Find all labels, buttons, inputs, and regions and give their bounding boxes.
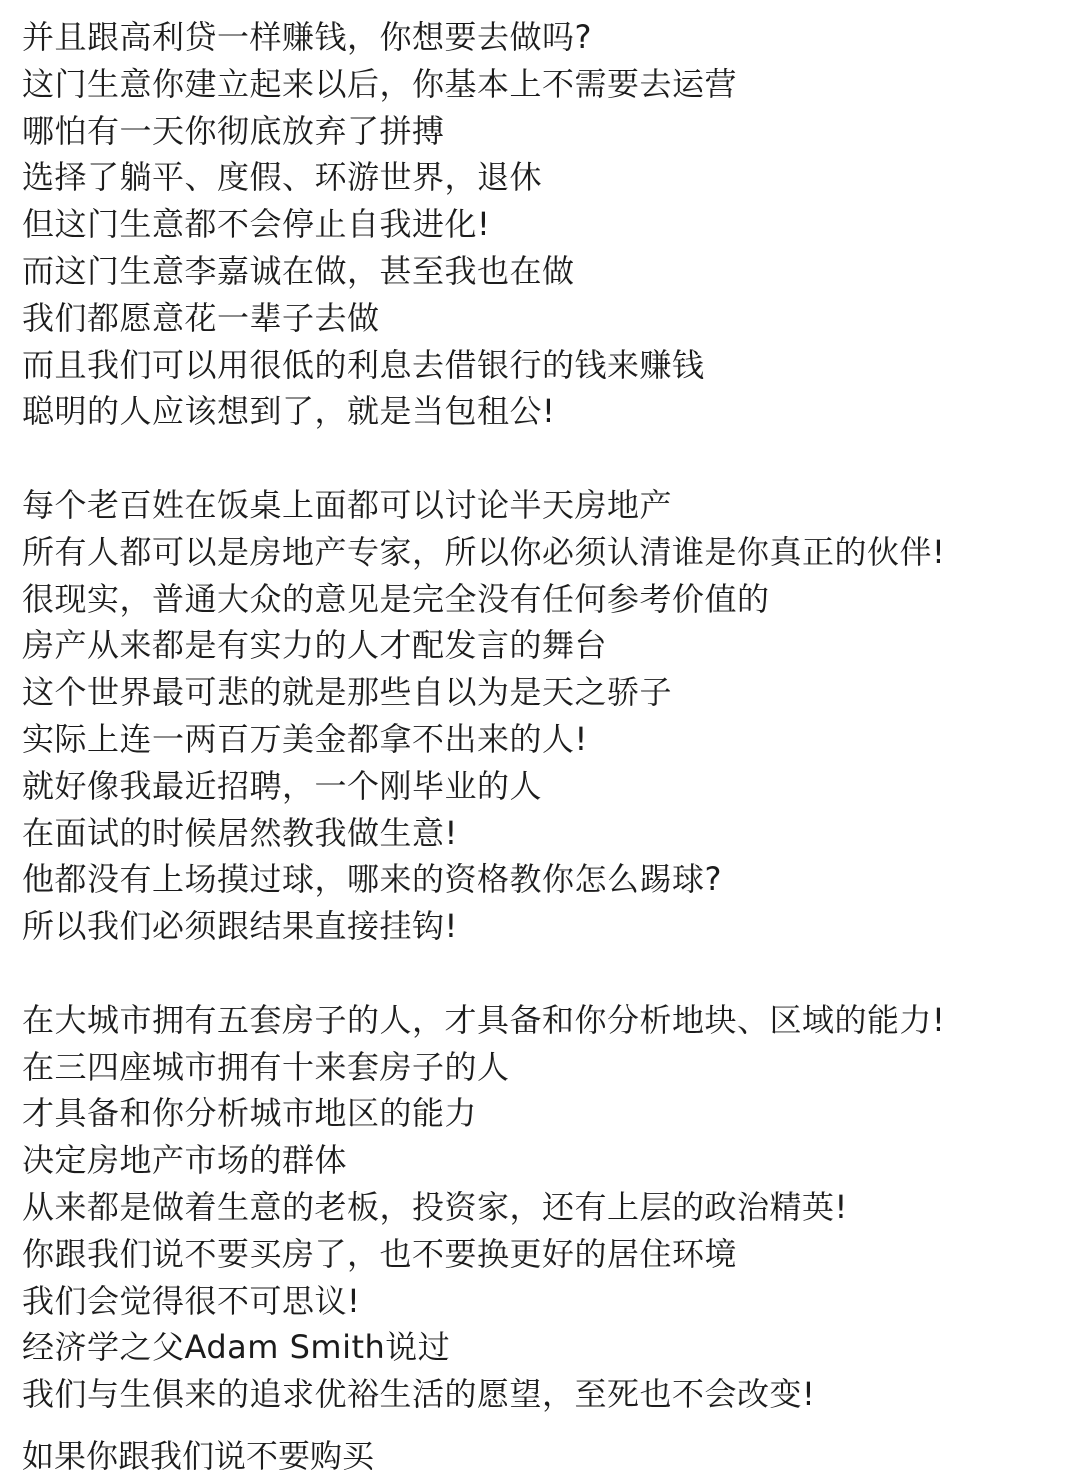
- text-line: 哪怕有一天你彻底放弃了拼搏: [22, 111, 445, 150]
- text-line: 而这门生意李嘉诚在做，甚至我也在做: [22, 251, 575, 290]
- paragraph-gap: [22, 950, 1074, 997]
- text-line: 才具备和你分析城市地区的能力: [22, 1094, 478, 1133]
- text-line: 我们与生俱来的追求优裕生活的愿望，至死也不会改变!: [22, 1375, 816, 1414]
- text-line: 所有人都可以是房地产专家，所以你必须认清谁是你真正的伙伴!: [22, 532, 946, 571]
- top-cut-off-line: [22, 0, 451, 4]
- text-line: 每个老百姓在饭桌上面都可以讨论半天房地产: [22, 485, 673, 524]
- text-line: 你跟我们说不要买房了，也不要换更好的居住环境: [22, 1234, 738, 1273]
- paragraph-gap: [22, 435, 1074, 482]
- text-line: 决定房地产市场的群体: [22, 1141, 348, 1180]
- top-cut-off-text: [22, 0, 451, 4]
- text-line: 聪明的人应该想到了，就是当包租公!: [22, 392, 556, 431]
- text-line: 这门生意你建立起来以后，你基本上不需要去运营: [22, 64, 738, 103]
- text-line: 就好像我最近招聘，一个刚毕业的人: [22, 766, 543, 805]
- text-line: 这个世界最可悲的就是那些自以为是天之骄子: [22, 673, 673, 712]
- text-line: 他都没有上场摸过球，哪来的资格教你怎么踢球?: [22, 860, 722, 899]
- text-line: 并且跟高利贷一样赚钱，你想要去做吗?: [22, 18, 592, 56]
- bottom-cut-off-line: 如果你跟我们说不要购买: [22, 1437, 375, 1475]
- text-line: 但这门生意都不会停止自我进化!: [22, 205, 491, 244]
- text-line: 而且我们可以用很低的利息去借银行的钱来赚钱: [22, 345, 705, 384]
- text-line: 我们都愿意花一辈子去做: [22, 298, 380, 337]
- text-line: 选择了躺平、度假、环游世界，退休: [22, 158, 543, 197]
- text-line: 在三四座城市拥有十来套房子的人: [22, 1047, 510, 1086]
- text-line: 很现实，普通大众的意见是完全没有任何参考价值的: [22, 579, 770, 618]
- text-body: [22, 14, 1074, 1418]
- text-line: 所以我们必须跟结果直接挂钩!: [22, 907, 458, 946]
- text-line: 房产从来都是有实力的人才配发言的舞台: [22, 626, 608, 665]
- text-line: 从来都是做着生意的老板，投资家，还有上层的政治精英!: [22, 1187, 848, 1226]
- text-line: 我们会觉得很不可思议!: [22, 1281, 361, 1320]
- text-line: 在面试的时候居然教我做生意!: [22, 813, 458, 852]
- text-line: 经济学之父Adam Smith说过: [22, 1328, 451, 1367]
- text-line: 在大城市拥有五套房子的人，才具备和你分析地块、区域的能力!: [22, 1000, 946, 1039]
- text-line: 实际上连一两百万美金都拿不出来的人!: [22, 719, 588, 758]
